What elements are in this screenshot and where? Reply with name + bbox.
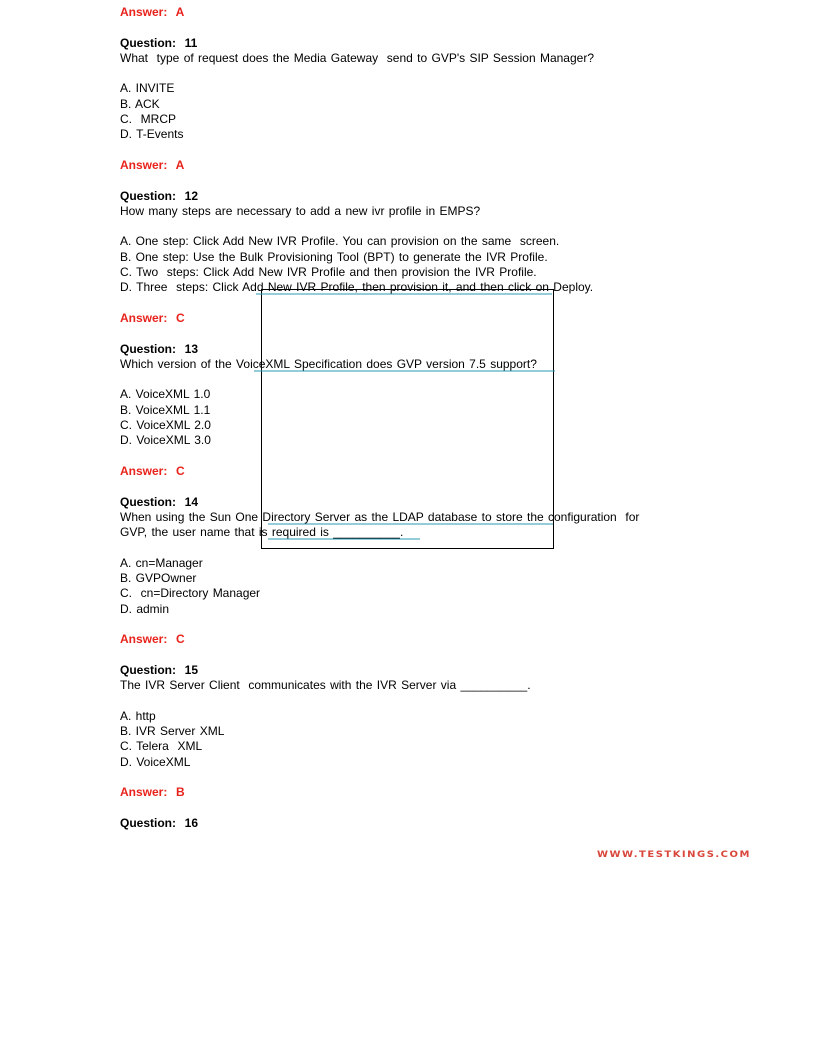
question-text: When using the Sun One Directory Server as the LDAP database to store the configuration for (120, 509, 640, 524)
option-a: A. VoiceXML 1.0 (120, 387, 211, 402)
answer-label: Answer: B (120, 785, 185, 800)
question-heading: Question: 15 (120, 662, 199, 677)
option-a: A. One step: Click Add New IVR Profile. You can provision on the same screen. (120, 234, 560, 249)
option-a: A. http (120, 708, 156, 723)
answer-label: Answer: A (120, 5, 185, 19)
question-text: The IVR Server Client communicates with the IVR Server via __________. (120, 678, 531, 693)
option-c: C. Telera XML (120, 739, 203, 754)
option-b: B. One step: Use the Bulk Provisioning Tool (BPT) to generate the IVR Profile. (120, 249, 548, 264)
question-heading: Question: 14 (120, 494, 199, 509)
question-text: Which version of the VoiceXML Specification does GVP version 7.5 support? (120, 356, 537, 371)
option-d: D. T-Events (120, 127, 184, 142)
answer-label: Answer: C (120, 632, 185, 647)
watermark-logo (580, 848, 768, 860)
answer-label: Answer: C (120, 310, 185, 325)
option-c: C. MRCP (120, 112, 176, 127)
option-c: C. VoiceXML 2.0 (120, 418, 211, 433)
option-d: D. VoiceXML 3.0 (120, 433, 211, 448)
option-b: B. GVPOwner (120, 570, 197, 585)
option-c: C. Two steps: Click Add New IVR Profile and then provision the IVR Profile. (120, 265, 537, 280)
option-a: A. cn=Manager (120, 555, 203, 570)
option-c: C. cn=Directory Manager (120, 586, 261, 601)
svg-text:WWW.TESTKINGS.COM: WWW.TESTKINGS.COM (597, 849, 751, 860)
question-heading: Question: 11 (120, 35, 198, 50)
option-d: D. Three steps: Click Add New IVR Profile, then provision it, and then click on Deploy. (120, 280, 594, 295)
option-d: D. VoiceXML (120, 754, 191, 769)
question-text: What type of request does the Media Gateway send to GVP's SIP Session Manager? (120, 50, 594, 65)
question-text: GVP, the user name that is required is __________. (120, 525, 404, 540)
option-b: B. ACK (120, 96, 160, 111)
document-page (120, 5, 700, 831)
option-b: B. VoiceXML 1.1 (120, 402, 211, 417)
question-heading: Question: 16 (120, 815, 199, 830)
option-d: D. admin (120, 601, 170, 616)
answer-label: Answer: C (120, 463, 185, 478)
answer-label: Answer: A (120, 157, 185, 172)
option-b: B. IVR Server XML (120, 723, 225, 738)
question-text: How many steps are necessary to add a new ivr profile in EMPS? (120, 203, 481, 218)
question-heading: Question: 12 (120, 188, 199, 203)
question-heading: Question: 13 (120, 341, 199, 356)
option-a: A. INVITE (120, 81, 175, 96)
